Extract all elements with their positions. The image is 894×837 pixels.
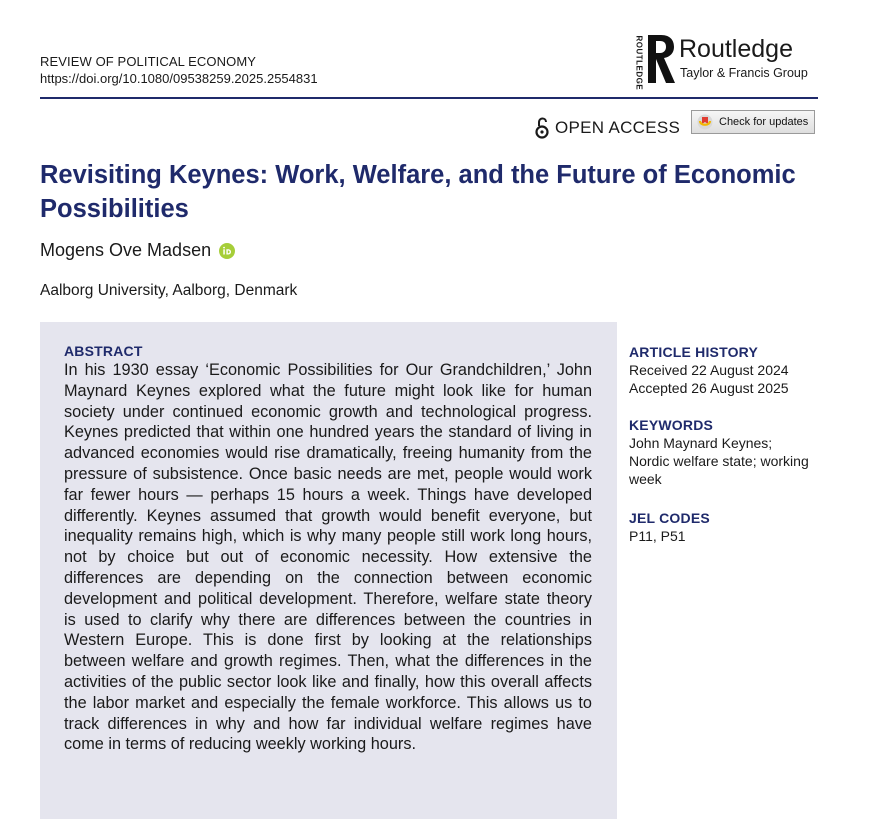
- publisher-name: Routledge: [679, 35, 793, 63]
- keywords-line: week: [629, 471, 662, 487]
- accepted-date: Accepted 26 August 2025: [629, 380, 789, 396]
- abstract-heading: ABSTRACT: [64, 343, 143, 359]
- jel-codes-heading: JEL CODES: [629, 510, 710, 526]
- publisher-vertical-word: ROUTLEDGE: [634, 35, 644, 91]
- check-for-updates-button[interactable]: [691, 110, 815, 134]
- journal-header: [40, 53, 318, 87]
- header-rule: [40, 97, 818, 99]
- abstract-text: In his 1930 essay ‘Economic Possibilities for Our Grandchildren,’ John Maynard Keynes explored what the future might look like for human society under continued economic growth and technological progress. Keynes predicted that within one hundred years the standard of living in advanced economies would rise dramatically, freeing humanity from the pressure of subsistence. Once basic needs are met, people would work far fewer hours — perhaps 15 hours a week. Things have developed differently. Keynes assumed that growth would benefit everyone, but inequality remains high, which is why many people still work long hours, not by choice but out of economic necessity. How extensive the differences are depending on the connection between economic development and political development. Therefore, welfare state theory is used to clarify why there are differences between the countries in Western Europe. This is done first by looking at the relationships between welfare and growth regimes. Then, what the differences in the activities of the public sector look like and finally, how this overall affects the labor market and especially the female workforce. This allows us to track differences in why and how far individual welfare regimes have come in terms of reducing weekly working hours.: [64, 361, 592, 754]
- open-access-badge: [535, 117, 680, 139]
- keywords-line: John Maynard Keynes;: [629, 435, 773, 451]
- keywords-line: Nordic welfare state; working: [629, 453, 809, 469]
- doi-link[interactable]: https://doi.org/10.1080/09538259.2025.2554831: [40, 71, 318, 86]
- jel-codes: P11, P51: [629, 528, 686, 544]
- article-history-heading: ARTICLE HISTORY: [629, 344, 759, 360]
- author-line: [40, 240, 235, 261]
- article-history: [629, 343, 839, 397]
- author-name[interactable]: Mogens Ove Madsen: [40, 240, 212, 260]
- crossmark-icon: [697, 114, 713, 130]
- check-for-updates-label: Check for updates: [719, 116, 809, 128]
- journal-name: REVIEW OF POLITICAL ECONOMY: [40, 54, 257, 69]
- keywords-heading: KEYWORDS: [629, 417, 714, 433]
- orcid-icon[interactable]: [219, 243, 235, 259]
- publisher-logo: [633, 33, 833, 89]
- routledge-r-icon: [645, 33, 677, 85]
- keywords-section: [629, 416, 839, 488]
- publisher-group: Taylor & Francis Group: [680, 66, 808, 80]
- received-date: Received 22 August 2024: [629, 362, 789, 378]
- abstract-box: [40, 322, 617, 819]
- open-access-label: OPEN ACCESS: [555, 118, 681, 137]
- jel-codes-section: [629, 509, 839, 545]
- article-title: Revisiting Keynes: Work, Welfare, and the Future of Economic Possibilities: [40, 161, 796, 223]
- open-lock-icon: [535, 117, 549, 139]
- affiliation: Aalborg University, Aalborg, Denmark: [40, 282, 298, 299]
